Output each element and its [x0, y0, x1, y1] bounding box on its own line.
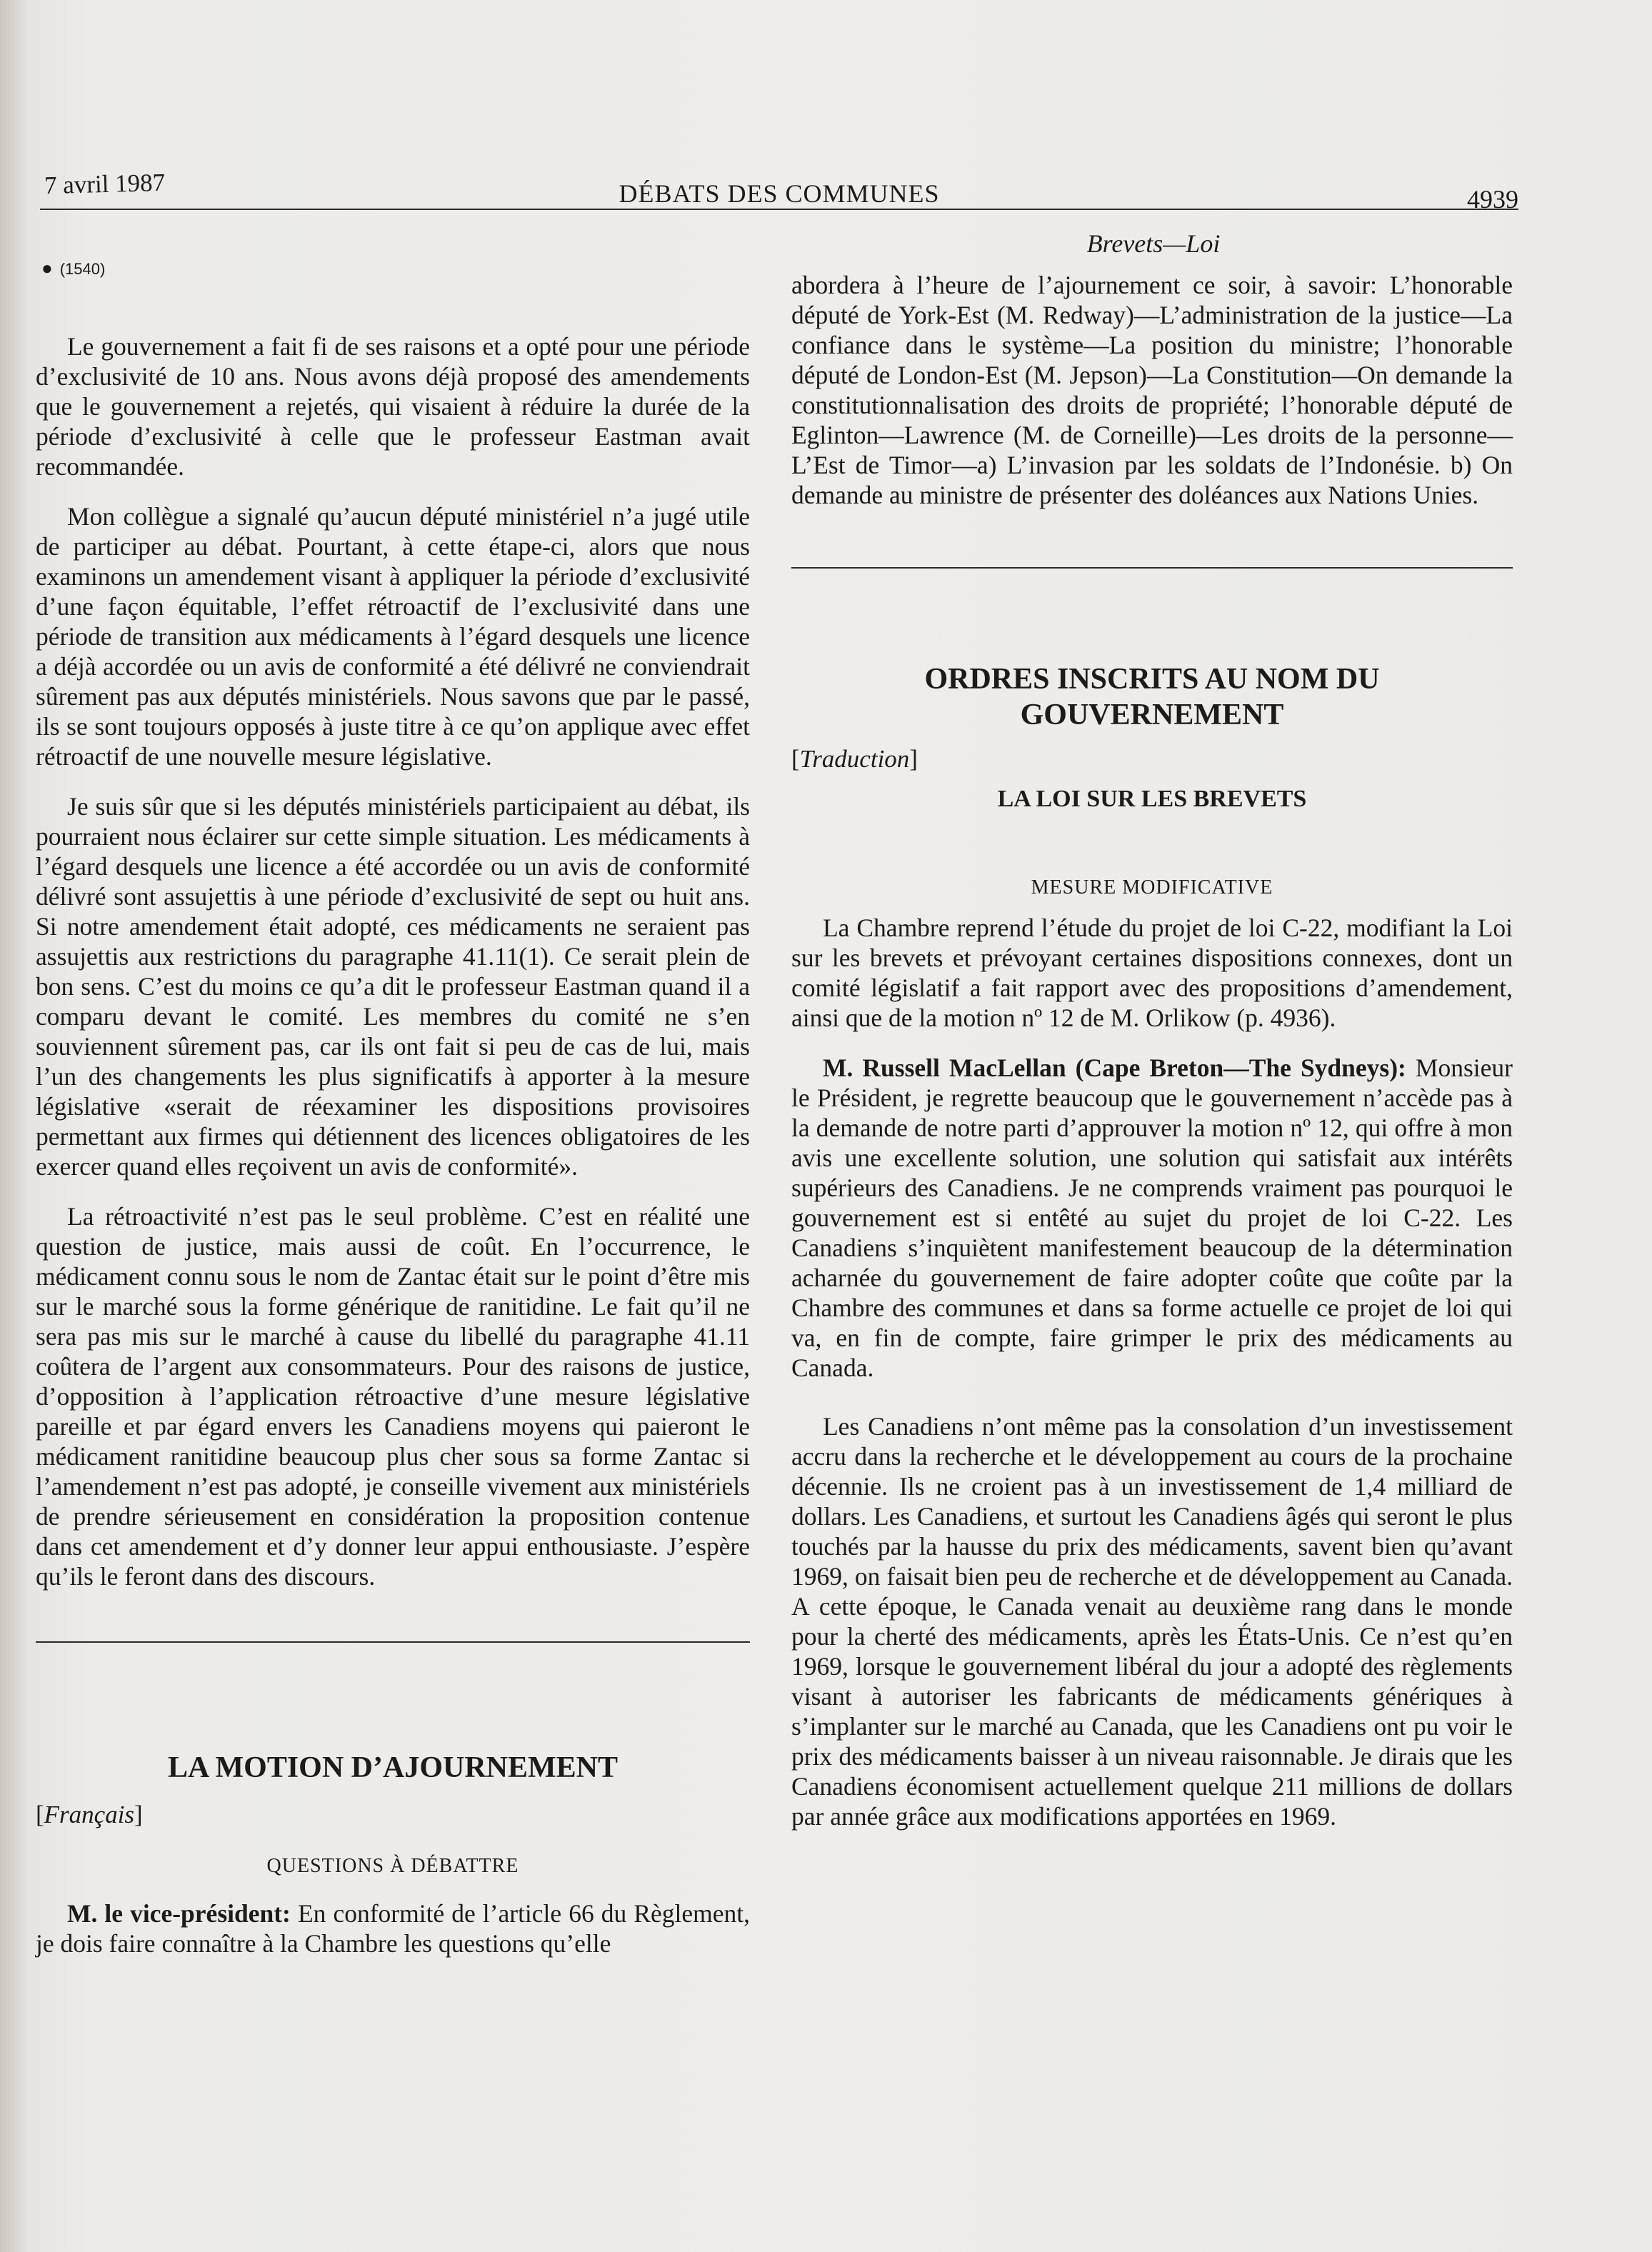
paragraph: La rétroactivité n’est pas le seul problème. C’est en réalité une question de justice, mais aussi de coût. En l’occurrence, le médicament connu sous le nom de Zantac était sur le point d’être mis sur le marché sous la forme générique de ranitidine. Le fait qu’il ne sera pas mis sur le marché à cause du libellé du paragraphe 41.11 coûtera de l’argent aux consommateurs. Pour des raisons de justice, d’opposition à l’application rétroactive d’une mesure législative pareille et par égard envers les Canadiens moyens qui paieront le médicament ranitidine beaucoup plus cher sous sa forme Zantac si l’amendement n’est pas adopté, je conseille vivement aux ministériels de prendre sérieusement en considération la proposition contenue dans cet amendement et d’y donner leur appui enthousiaste. J’espère qu’ils le feront dans des discours.: [36, 1202, 750, 1591]
translation-tag-text: Traduction: [799, 745, 910, 773]
time-mark: [41, 257, 750, 280]
language-tag-text: Français: [44, 1801, 135, 1828]
speaker-text: En conformité de l’article 66 du Règlement, je dois faire connaître à la Chambre les questions qu’elle: [36, 1899, 751, 1958]
header-title: DÉBATS DES COMMUNES: [619, 179, 940, 208]
left-column: [36, 257, 750, 1958]
page-header: [40, 166, 1518, 214]
section-title: LA MOTION D’AJOURNEMENT: [167, 1751, 619, 1784]
speaker-name: M. le vice-président:: [67, 1899, 291, 1928]
bullet-icon: ●: [41, 257, 53, 279]
right-column: [791, 270, 1513, 1831]
section-divider: [36, 1641, 750, 1643]
speaker-text: Monsieur le Président, je regrette beaucoup que le gouvernement n’accède pas à la demande de notre parti d’approuver la motion nº 12, qui offre à mon avis une excellente solution, une solution qui satisfait aux intérêts supérieurs des Canadiens. Je ne comprends vraiment pas pourquoi le gouvernement est si entêté au sujet du projet de loi C-22. Les Canadiens s’inquiètent manifestement beaucoup de la détermination acharnée du gouvernement de faire adopter coûte que coûte par la Chambre des communes et dans sa forme actuelle ce projet de loi qui va, en fin de compte, faire grimper le prix des médicaments au Canada.: [791, 1054, 1513, 1382]
paragraph: La Chambre reprend l’étude du projet de loi C-22, modifiant la Loi sur les brevets et prévoyant certaines dispositions connexes, dont un comité législatif a fait rapport avec des propositions d’amendement, ainsi que de la motion nº 12 de M. Orlikow (p. 4936).: [791, 914, 1513, 1032]
language-tag: [Français]: [36, 1801, 143, 1828]
bill-title: LA LOI SUR LES BREVETS: [997, 786, 1307, 812]
paragraph: Je suis sûr que si les députés ministériels participaient au débat, ils pourraient nous éclairer sur cette simple situation. Les médicaments à l’égard desquels une licence a été accordée ou un avis de conformité délivré sont assujettis à une période d’exclusivité de sept ou huit ans. Si notre amendement était adopté, ces médicaments ne seraient pas assujettis aux restrictions du paragraphe 41.11(1). Ce serait plein de bon sens. C’est du moins ce qu’a dit le professeur Eastman quand il a comparu devant le comité. Les membres du comité ne s’en souviennent sûrement pas, car ils ont fait si peu de cas de lui, mais l’un des changements les plus significatifs à apporter à la mesure législative «serait de réexaminer les dispositions provisoires permettant aux firmes qui détiennent des licences obligatoires de les exercer quand elles reçoivent un avis de conformité».: [36, 792, 750, 1181]
header-date: 7 avril 1987: [44, 168, 166, 200]
section-title: ORDRES INSCRITS AU NOM DU GOUVERNEMENT: [924, 663, 1380, 731]
running-head: Brevets—Loi: [1086, 229, 1221, 258]
speaker-paragraph: [36, 1898, 750, 1958]
paragraph: Les Canadiens n’ont même pas la consolation d’un investissement accru dans la recherche et le développement au cours de la prochaine décennie. Ils ne croient pas à un investissement de 1,4 milliard de dollars. Les Canadiens, et surtout les Canadiens âgés qui seront le plus touchés par la hausse du prix des médicaments, savent bien qu’avant 1969, on faisait bien peu de recherche et de développement au Canada. A cette époque, le Canada venait au deuxième rang dans le monde pour la cherté des médicaments, après les États-Unis. Ce n’est qu’en 1969, lorsque le gouvernement libéral du jour a adopté des règlements visant à autoriser les fabricants de médicaments génériques à s’implanter sur le marché au Canada, que les Canadiens ont pu voir le prix des médicaments baisser à un niveau raisonnable. Je dirais que les Canadiens économisent actuellement quelque 211 millions de dollars par année grâce aux modifications apportées en 1969.: [791, 1412, 1513, 1831]
speaker-paragraph: [791, 1053, 1513, 1383]
subsection-title: MESURE MODIFICATIVE: [1031, 876, 1273, 899]
section-divider: [791, 567, 1513, 569]
speaker-name: M. Russell MacLellan (Cape Breton—The Sydneys):: [823, 1054, 1406, 1082]
paragraph: Le gouvernement a fait fi de ses raisons et a opté pour une période d’exclusivité de 10 ans. Nous avons déjà proposé des amendements que le gouvernement a rejetés, qui visaient à réduire la durée de la période d’exclusivité à celle que le professeur Eastman avait recommandée.: [36, 332, 750, 481]
translation-tag: [Traduction]: [791, 745, 918, 773]
time-mark-text: (1540): [59, 260, 106, 278]
paragraph: Mon collègue a signalé qu’aucun député ministériel n’a jugé utile de participer au débat. Pourtant, à cette étape-ci, alors que nous examinons un amendement visant à appliquer la période d’exclusivité d’une façon équitable, l’effet rétroactif de l’exclusivité dans une période de transition aux médicaments à l’égard desquels une licence a déjà accordée ou un avis de conformité a été délivré ne conviendrait sûrement pas aux députés ministériels. Nous savons que par le passé, ils se sont toujours opposés à juste titre à ce qu’on applique avec effet rétroactif de une nouvelle mesure législative.: [36, 502, 750, 771]
continued-paragraph: abordera à l’heure de l’ajournement ce soir, à savoir: L’honorable député de York-Est (M. Redway)—L’administration de la justice—La confiance dans le système—La position du ministre; l’honorable député de London-Est (M. Jepson)—La Constitution—On demande la constitutionnalisation des droits de propriété; l’honorable député de Eglinton—Lawrence (M. de Corneille)—Les droits de la personne—L’Est de Timor—a) L’invasion par les soldats de l’Indonésie. b) On demande au ministre de présenter des doléances aux Nations Unies.: [791, 271, 1513, 509]
subsection-title: QUESTIONS À DÉBATTRE: [266, 1855, 519, 1877]
page-number: 4939: [1467, 185, 1518, 214]
